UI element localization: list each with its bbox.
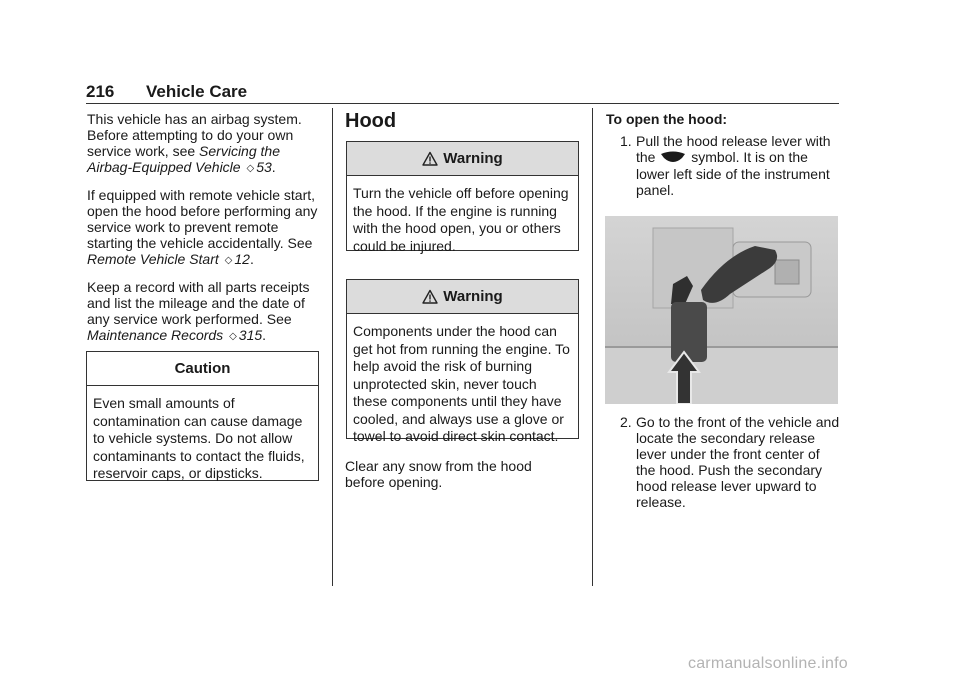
warning-box-2	[346, 279, 579, 444]
servicing-airbag-link[interactable]: Servicing the Airbag-Equipped Vehicle	[87, 143, 280, 175]
warning-triangle-icon	[422, 289, 438, 305]
watermark: carmanualsonline.info	[688, 655, 848, 672]
remote-vehicle-start-link[interactable]: Remote Vehicle Start	[87, 251, 219, 267]
remote-start-paragraph: If equipped with remote vehicle start, open the hood before performing any service work to prevent remote starting the vehicle accidentally. See Remote Vehicle Start ◇ 12.	[87, 187, 318, 267]
page-number: 216	[86, 82, 115, 101]
open-hood-steps	[606, 133, 841, 198]
warning-body-1: Turn the vehicle off before opening the hood. If the engine is running with the hood open, you or others could be injured.	[353, 185, 569, 254]
warning-title-2: Warning	[443, 288, 503, 305]
warning-header-2	[347, 280, 578, 314]
warning-title-1: Warning	[443, 150, 503, 167]
hood-heading-wrap	[345, 110, 396, 133]
maintenance-records-page[interactable]: 315	[238, 327, 263, 343]
snow-paragraph: Clear any snow from the hood before opening.	[345, 458, 532, 490]
right-column-bottom	[606, 414, 841, 510]
caution-body: Even small amounts of contamination can cause damage to vehicle systems. Do not allow contaminants to contact the fluids, reservoir caps, or dipsticks.	[93, 395, 305, 481]
column-divider-left	[332, 108, 333, 586]
warning-body-2: Components under the hood can get hot from running the engine. To help avoid the risk of burning unprotected skin, never touch these components until they have cooled, and always use a glove or towel to avoid direct skin contact.	[353, 323, 570, 444]
page-reference-arrow-icon: ◇	[224, 255, 233, 266]
page-reference-arrow-icon: ◇	[246, 163, 255, 174]
hood-heading: Hood	[345, 110, 397, 132]
column-divider-right	[592, 108, 593, 586]
warning-box-1	[346, 141, 579, 254]
snow-paragraph-wrap	[345, 458, 575, 499]
records-paragraph: Keep a record with all parts receipts and list the mileage and the date of any service work performed. See Maintenance Records ◇ 315.	[87, 279, 310, 343]
remote-vehicle-start-page[interactable]: 12	[234, 251, 250, 267]
right-column-top	[606, 111, 841, 198]
warning-triangle-icon	[422, 151, 438, 167]
page-header	[86, 82, 838, 104]
airbag-paragraph: This vehicle has an airbag system. Before attempting to do your own service work, see Servicing the Airbag-Equipped Vehicle ◇ 53.	[87, 111, 302, 175]
caution-title: Caution	[87, 352, 318, 386]
maintenance-records-link[interactable]: Maintenance Records	[87, 327, 224, 343]
open-hood-intro: To open the hood:	[606, 111, 728, 127]
section-title: Vehicle Care	[146, 82, 248, 101]
hood-symbol-icon	[660, 150, 686, 166]
page-reference-arrow-icon: ◇	[229, 331, 237, 342]
step-number: 1.	[620, 133, 632, 149]
step-1: 1. Pull the hood release lever with the symbol. It is on the lower left side of the instrument panel.	[620, 133, 831, 199]
hood-release-lever-photo	[605, 216, 838, 404]
step-2: 2. Go to the front of the vehicle and locate the secondary release lever under the front center of the hood. Push the secondary hood release lever upward to release.	[620, 414, 840, 510]
left-column	[87, 111, 322, 355]
step-number: 2.	[620, 414, 632, 430]
warning-header-1	[347, 142, 578, 176]
caution-box	[86, 351, 319, 481]
open-hood-steps-continued	[606, 414, 841, 510]
header-rule	[86, 103, 839, 104]
servicing-airbag-page[interactable]: 53	[256, 159, 272, 175]
